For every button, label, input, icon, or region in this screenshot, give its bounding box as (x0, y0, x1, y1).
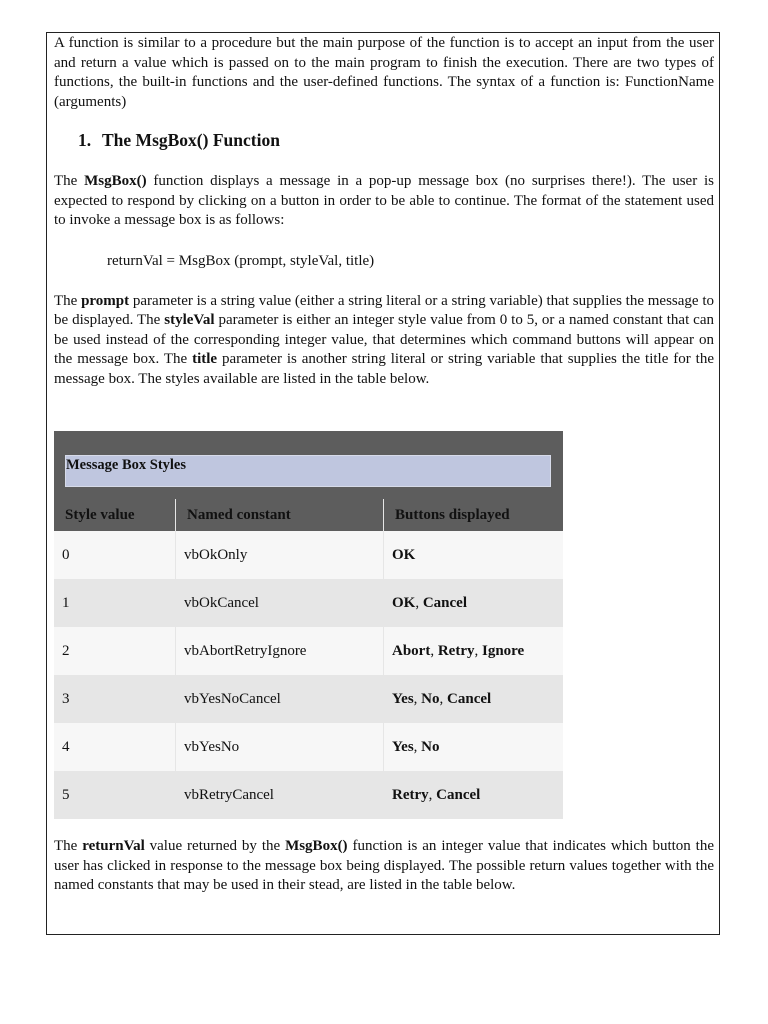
separator: , (474, 642, 482, 659)
cell-buttons-displayed (384, 723, 564, 771)
table-row (54, 723, 563, 771)
button-name: OK (392, 594, 416, 611)
cell-style-value: 0 (54, 531, 176, 579)
button-name: Cancel (436, 786, 481, 803)
cell-buttons-displayed (384, 579, 564, 627)
cell-style-value: 2 (54, 627, 176, 675)
bold-term-title: title (192, 351, 218, 367)
text-run: parameter is another string literal or string variable that supplies the title for the message box. The styles available are listed in the table below. (54, 351, 714, 387)
cell-named-constant: vbRetryCancel (176, 771, 384, 819)
table-row (54, 771, 563, 819)
cell-named-constant: vbOkCancel (176, 579, 384, 627)
table-row (54, 531, 563, 579)
button-name: Yes (392, 690, 414, 707)
button-name: No (421, 738, 440, 755)
button-name: Cancel (447, 690, 492, 707)
cell-named-constant: vbOkOnly (176, 531, 384, 579)
button-name: Ignore (481, 642, 525, 659)
bold-term-msgbox: MsgBox() (84, 173, 147, 189)
message-box-styles-table (54, 431, 563, 819)
separator: , (413, 738, 422, 755)
syntax-line: returnVal = MsgBox (prompt, styleVal, title) (107, 252, 375, 269)
button-name: OK (392, 546, 416, 563)
parameters-paragraph (54, 292, 714, 390)
styles-table (54, 499, 563, 819)
button-name: Yes (392, 738, 414, 755)
bold-term-returnval: returnVal (82, 838, 145, 854)
button-name: No (421, 690, 440, 707)
text-run: The (54, 292, 82, 309)
cell-buttons-displayed (384, 627, 564, 675)
cell-style-value: 4 (54, 723, 176, 771)
column-header-named-constant: Named constant (176, 499, 384, 531)
text-run: function displays a message in a pop-up message box (no surprises there!). The user is expected to respond by clicking on a button in order to be able to continue. The format of the statement used to invoke a message box is as follows: (54, 173, 714, 228)
cell-named-constant: vbAbortRetryIgnore (176, 627, 384, 675)
separator: , (413, 690, 422, 707)
cell-style-value: 3 (54, 675, 176, 723)
cell-named-constant: vbYesNo (176, 723, 384, 771)
section-number: 1. (78, 130, 92, 150)
table-row (54, 579, 563, 627)
table-row (54, 675, 563, 723)
page-frame (46, 32, 720, 935)
bold-term-styleval: styleVal (164, 312, 215, 328)
msgbox-description-paragraph (54, 172, 714, 231)
intro-paragraph: A function is similar to a procedure but the main purpose of the function is to accept an input from the user and return a value which is passed on to the main program to finish the execution. There are two types of functions, the built-in functions and the user-defined functions. The syntax of a function is: FunctionName (arguments) (54, 35, 714, 110)
separator: , (428, 786, 437, 803)
bold-term-prompt: prompt (81, 292, 130, 309)
cell-buttons-displayed (384, 531, 564, 579)
cell-buttons-displayed (384, 771, 564, 819)
button-name: Cancel (422, 594, 468, 611)
bold-term-msgbox: MsgBox() (285, 838, 348, 854)
table-header-row (54, 499, 563, 531)
column-header-style-value: Style value (54, 499, 176, 531)
separator: , (415, 594, 423, 611)
button-name: Retry (437, 642, 475, 659)
cell-style-value: 5 (54, 771, 176, 819)
separator: , (439, 690, 448, 707)
separator: , (430, 642, 438, 659)
text-run: parameter is either an integer style value from 0 to 5, or a named constant that can be used instead of the corresponding integer value, that determines which command buttons will appear on the message box. The (54, 312, 714, 367)
document-body (54, 33, 714, 389)
cell-buttons-displayed (384, 675, 564, 723)
cell-named-constant: vbYesNoCancel (176, 675, 384, 723)
return-value-paragraph (54, 837, 714, 896)
table-caption: Message Box Styles (65, 455, 551, 487)
text-run: parameter is a string value (either a string literal or a string variable) that supplies the message to be displayed. The (54, 292, 714, 328)
text-run: value returned by the (144, 838, 286, 854)
button-name: Abort (392, 642, 431, 659)
cell-style-value: 1 (54, 579, 176, 627)
column-header-buttons-displayed: Buttons displayed (384, 499, 564, 531)
table-caption-area (54, 431, 563, 499)
section-heading (78, 129, 714, 151)
button-name: Retry (392, 786, 429, 803)
table-row (54, 627, 563, 675)
text-run: function is an integer value that indicates which button the user has clicked in response to the message box being displayed. The possible return values together with the named constants that may be used in their stead, are listed in the table below. (54, 838, 715, 893)
section-title: The MsgBox() Function (102, 130, 280, 150)
text-run: The (54, 838, 83, 854)
table-body (54, 531, 563, 819)
text-run: The (54, 173, 85, 189)
